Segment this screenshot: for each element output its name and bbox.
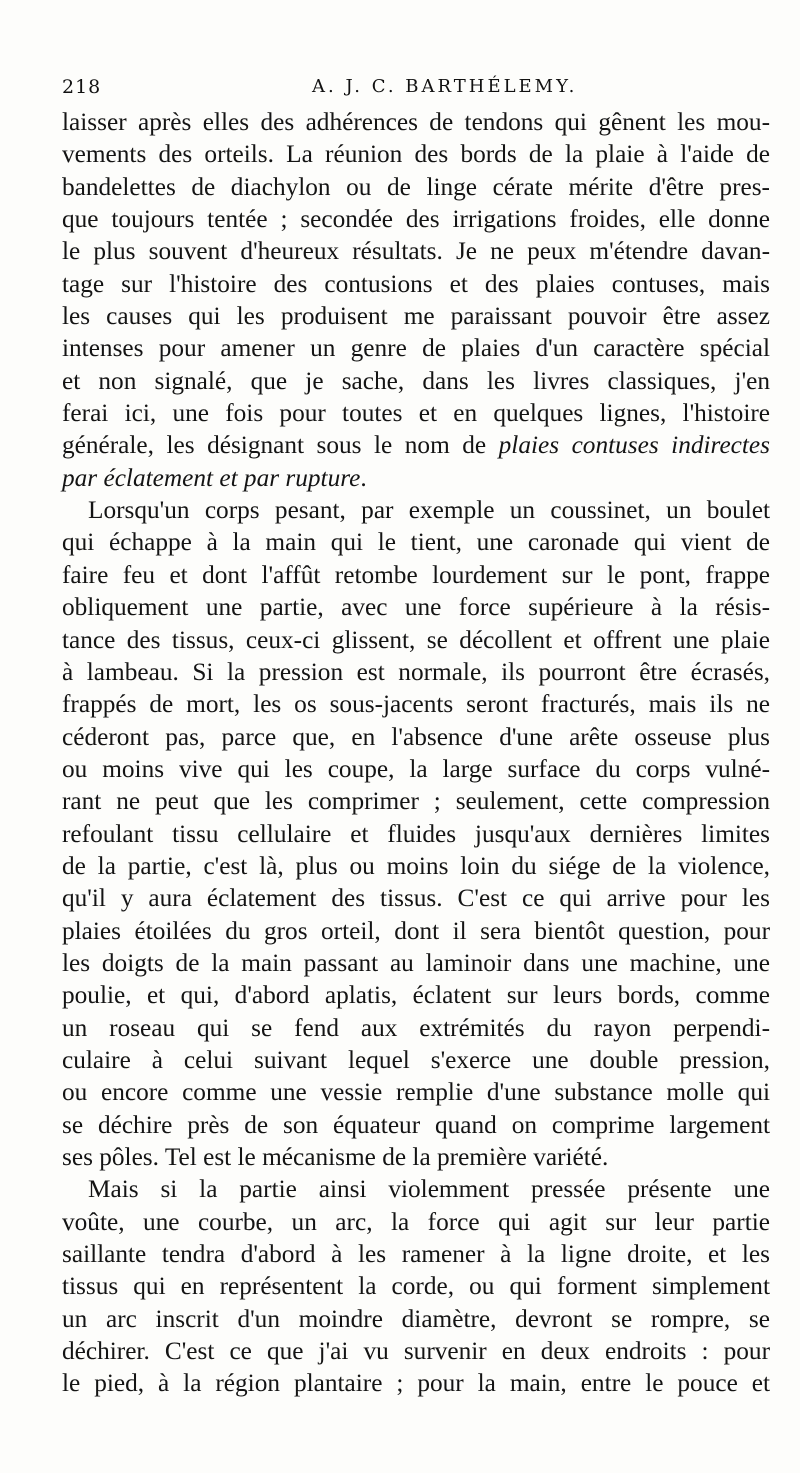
text-line: culaire à celui suivant lequel s'exerce une double pression, <box>62 1045 770 1074</box>
text-line: déchirer. C'est ce que j'ai vu survenir en deux endroits : pour <box>62 1337 770 1366</box>
text-line: tissus qui en représentent la corde, ou qui forment simplement <box>62 1272 770 1301</box>
text-line: Mais si la partie ainsi violemment pressée présente une <box>88 1175 770 1204</box>
italic-term: par éclatement et par rupture <box>62 463 361 492</box>
text-line: que toujours tentée ; secondée des irrigations froides, elle donne <box>62 205 770 234</box>
text-line: poulie, et qui, d'abord aplatis, éclatent sur leurs bords, comme <box>62 981 770 1010</box>
text-line: se déchire près de son équateur quand on comprime largement <box>62 1110 770 1139</box>
text-line: ou moins vive qui les coupe, la large surface du corps vulné- <box>62 754 770 783</box>
text-line: refoulant tissu cellulaire et fluides jusqu'aux dernières limites <box>62 819 770 848</box>
text-line: laisser après elles des adhérences de tendons qui gênent les mou- <box>62 108 770 136</box>
text-line <box>62 429 770 461</box>
paragraph-3 <box>62 1173 770 1399</box>
text-line: tance des tissus, ceux-ci glissent, se décollent et offrent une plaie <box>62 625 770 654</box>
text-line: un arc inscrit d'un moindre diamètre, devront se rompre, se <box>62 1304 770 1333</box>
text-line: à lambeau. Si la pression est normale, ils pourront être écrasés, <box>62 657 770 686</box>
paragraph-1 <box>62 106 770 494</box>
text-line: obliquement une partie, avec une force supérieure à la résis- <box>62 593 770 622</box>
page-number: 218 <box>62 76 102 98</box>
text-line: un roseau qui se fend aux extrémités du rayon perpendi- <box>62 1013 770 1042</box>
body-text <box>62 106 770 1400</box>
text-line: frappés de mort, les os sous-jacents seront fracturés, mais ils ne <box>62 690 770 719</box>
text-line: voûte, une courbe, un arc, la force qui agit sur leur partie <box>62 1207 770 1236</box>
text-line: les causes qui les produisent me paraissant pouvoir être assez <box>62 302 770 331</box>
text-line: céderont pas, parce que, en l'absence d'une arête osseuse plus <box>62 722 770 751</box>
text-line: vements des orteils. La réunion des bords de la plaie à l'aide de <box>62 140 770 169</box>
text-run: . <box>360 463 367 492</box>
italic-term: plaies contuses indirectes <box>498 431 771 460</box>
text-line: qui échappe à la main qui le tient, une caronade qui vient de <box>62 528 770 557</box>
text-line: le pied, à la région plantaire ; pour la main, entre le pouce et <box>62 1369 770 1398</box>
text-line: rant ne peut que les comprimer ; seulement, cette compression <box>62 787 770 816</box>
text-line: les doigts de la main passant au laminoir dans une machine, une <box>62 948 770 977</box>
text-line <box>62 462 770 494</box>
running-head: A. J. C. BARTHÉLEMY. <box>312 76 578 97</box>
text-line: qu'il y aura éclatement des tissus. C'est ce qui arrive pour les <box>62 884 770 913</box>
paragraph-2 <box>62 494 770 1173</box>
text-line: de la partie, c'est là, plus ou moins loin du siége de la violence, <box>62 851 770 880</box>
text-line: ferai ici, une fois pour toutes et en quelques lignes, l'histoire <box>62 399 770 428</box>
text-line: saillante tendra d'abord à les ramener à la ligne droite, et les <box>62 1240 770 1269</box>
text-line: Lorsqu'un corps pesant, par exemple un coussinet, un boulet <box>88 496 770 525</box>
text-line: et non signalé, que je sache, dans les livres classiques, j'en <box>62 366 770 395</box>
text-line: ou encore comme une vessie remplie d'une substance molle qui <box>62 1078 770 1107</box>
text-line: plaies étoilées du gros orteil, dont il sera bientôt question, pour <box>62 916 770 945</box>
page-header <box>62 70 770 110</box>
text-line: intenses pour amener un genre de plaies d'un caractère spécial <box>62 334 770 363</box>
text-line: tage sur l'histoire des contusions et des plaies contuses, mais <box>62 269 770 298</box>
text-line: ses pôles. Tel est le mécanisme de la première variété. <box>62 1143 609 1171</box>
text-line: bandelettes de diachylon ou de linge cérate mérite d'être pres- <box>62 172 770 201</box>
text-line: le plus souvent d'heureux résultats. Je ne peux m'étendre davan- <box>62 237 770 266</box>
text-line: faire feu et dont l'affût retombe lourdement sur le pont, frappe <box>62 560 770 589</box>
text-run: générale, les désignant sous le nom de <box>62 431 499 460</box>
